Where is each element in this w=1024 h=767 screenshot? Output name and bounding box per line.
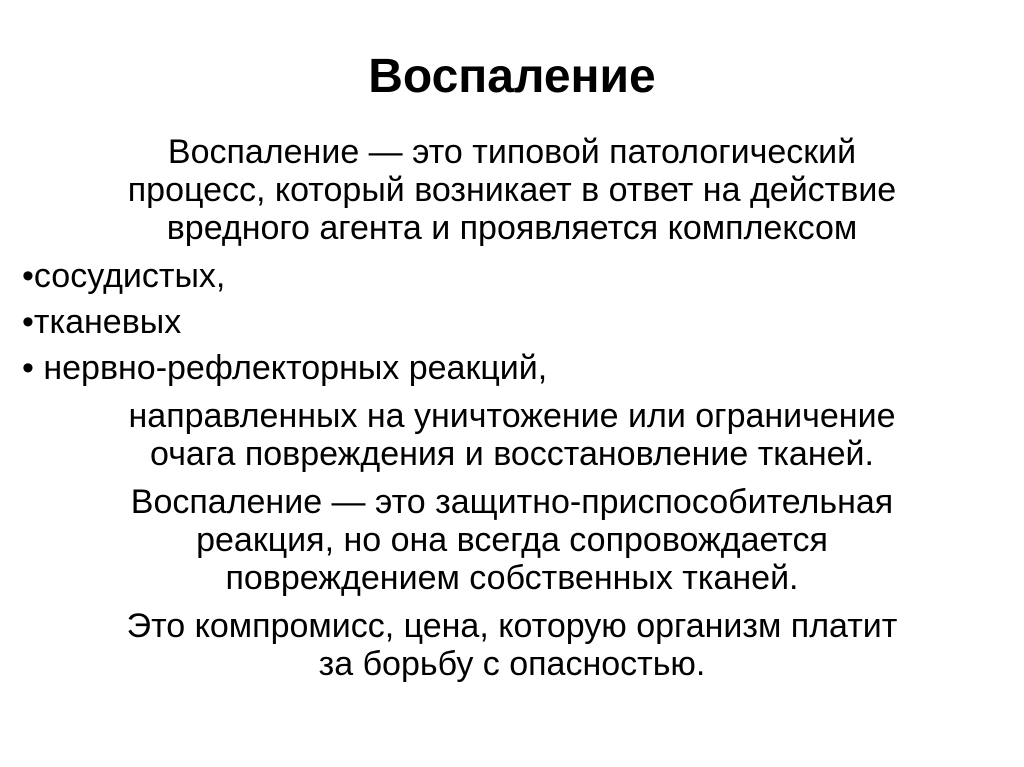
purpose-paragraph <box>22 397 1002 473</box>
intro-line-2: процесс, который возникает в ответ на действие <box>127 171 897 209</box>
slide-title: Воспаление <box>368 50 656 103</box>
compromise-line-2: за борьбу с опасностью. <box>318 645 706 683</box>
defense-line-3: повреждением собственных тканей. <box>225 559 799 597</box>
bullet-tissue: •тканевых <box>22 303 182 341</box>
purpose-line-1: направленных на уничтожение или ограничение <box>128 397 896 435</box>
bullet-vascular: •сосудистых, <box>22 257 226 295</box>
compromise-paragraph <box>22 607 1002 683</box>
compromise-line-1: Это компромисс, цена, которую организм платит <box>126 607 898 645</box>
defense-paragraph <box>22 483 1002 597</box>
purpose-line-2: очага повреждения и восстановление тканей. <box>150 435 874 473</box>
defense-line-1: Воспаление — это защитно-приспособительная <box>130 483 894 521</box>
bullet-neuro-reflex: • нервно-рефлекторных реакций, <box>22 349 548 387</box>
intro-line-1: Воспаление — это типовой патологический <box>167 133 857 171</box>
slide-body <box>22 133 1002 683</box>
defense-line-2: реакция, но она всегда сопровождается <box>196 521 828 559</box>
intro-paragraph <box>22 133 1002 247</box>
intro-line-3: вредного агента и проявляется комплексом <box>166 209 858 247</box>
